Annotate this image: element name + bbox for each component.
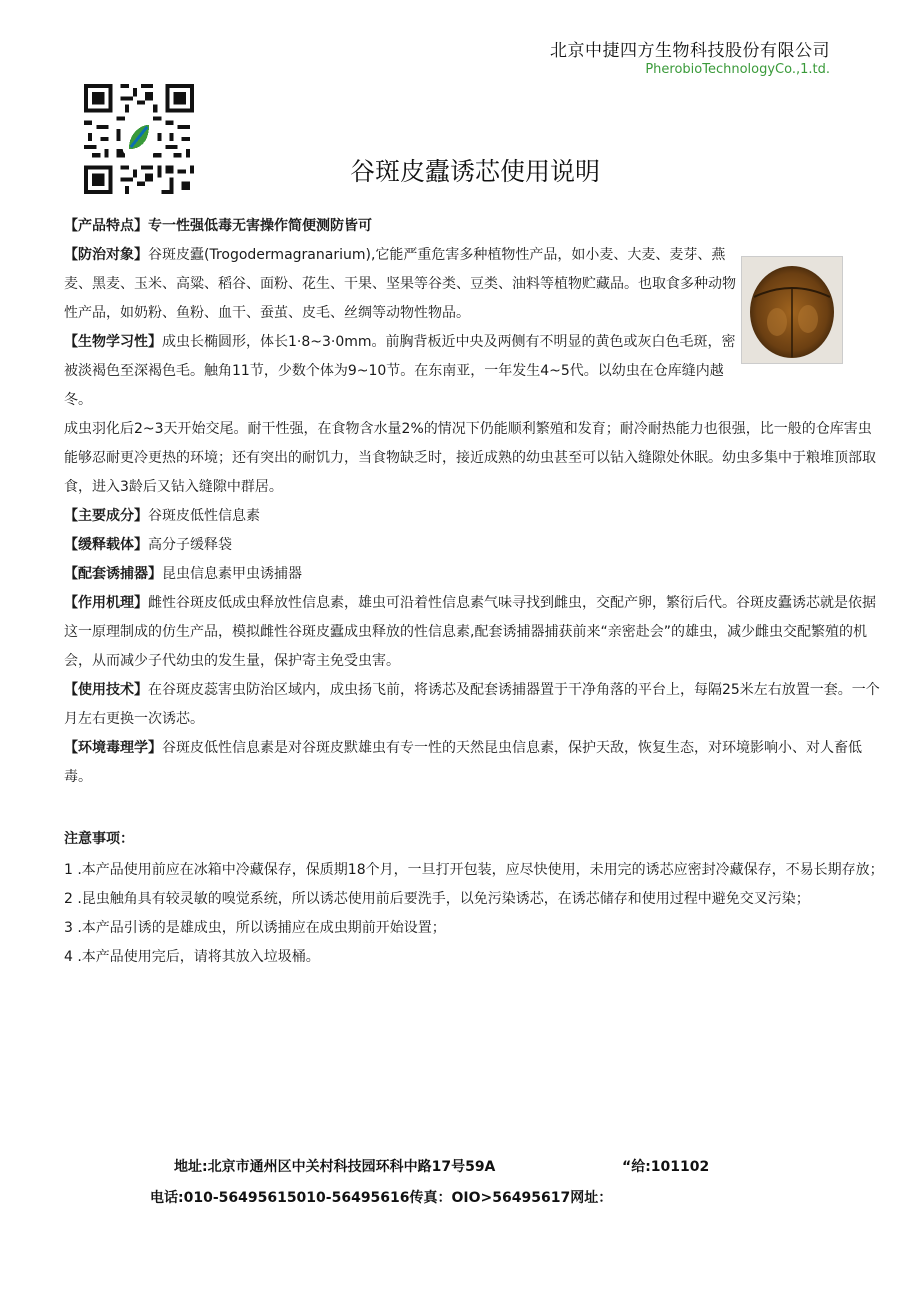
target-paragraph [64,241,736,328]
trap-text: 昆虫信息素甲虫诱捕器 [162,566,302,582]
mechanism-text: 雌性谷斑皮低成虫释放性信息素，雄虫可沿着性信息素气味寻找到雌虫，交配产卵，繁衍后代。谷斑皮蠹诱芯就是依据这一原理制成的仿生产品，模拟雌性谷斑皮蠹成虫释放的性信息素,配套诱捕器捕获前来“亲密赴会”的雄虫，减少雌虫交配繁殖的机会，从而减少子代幼虫的发生量，保护寄主免受虫害。 [64,595,876,669]
features-text: 专一性强低毒无害操作简便测防皆可 [148,218,372,234]
note-item-3: 3 .本产品引诱的是雄成虫，所以诱捕应在成虫期前开始设置； [64,920,446,936]
biology-label: 【生物学习性】 [64,334,162,350]
ingredient-label: 【主要成分】 [64,508,148,524]
mechanism-paragraph [64,589,884,676]
trap-label: 【配套诱捕器】 [64,566,162,582]
note-item-1: 1 .本产品使用前应在冰箱中冷藏保存，保质期18个月，一旦打开包装，应尽快使用，未用完的诱芯应密封冷藏保存，不易长期存放； [64,862,884,878]
carrier-paragraph [64,531,884,560]
usage-text: 在谷斑皮蕊害虫防治区域内，成虫扬飞前，将诱芯及配套诱捕器置于干净角落的平台上，每隔25米左右放置一套。一个月左右更换一次诱芯。 [64,682,880,727]
note-item-2: 2 .昆虫触角具有较灵敏的嗅觉系统，所以诱芯使用前后要洗手，以免污染诱芯，在诱芯储存和使用过程中避免交叉污染； [64,891,810,907]
footer-zip: “给:101102 [622,1159,710,1175]
carrier-label: 【缓释载体】 [64,537,148,553]
biology-paragraph [64,328,736,415]
ingredient-text: 谷斑皮低性信息素 [148,508,260,524]
target-text: 谷斑皮蠹(Trogodermagranarium),它能严重危害多种植物性产品，如小麦、大麦、麦芽、燕麦、黑麦、玉米、高粱、稻谷、面粉、花生、干果、坚果等谷类、豆类、油料等植物贮藏品。也取食多种动物性产品，如奶粉、鱼粉、血干、蚕茧、皮毛、丝绸等动物性物品。 [64,247,736,321]
carrier-text: 高分子缓释袋 [148,537,232,553]
notes-title: 注意事项： [64,831,134,847]
footer-contact: 电话:010-56495615010-56495616传真：OIO>56495617网址： [150,1190,613,1206]
target-label: 【防治对象】 [64,247,148,263]
note-item-4: 4 .本产品使用完后，请将其放入垃圾桶。 [64,949,320,965]
features-label: 【产品特点】 [64,218,148,234]
usage-paragraph [64,676,884,734]
toxicology-text: 谷斑皮低性信息素是对谷斑皮默雄虫有专一性的天然昆虫信息素，保护天敌，恢复生态，对环境影响小、对人畜低毒。 [64,740,862,785]
toxicology-paragraph [64,734,884,792]
company-name-en: PherobioTechnologyCo.,1.td. [645,62,830,77]
mechanism-label: 【作用机理】 [64,595,148,611]
usage-label: 【使用技术】 [64,682,148,698]
biology-text: 成虫长椭圆形，体长1·8~3·0mm。前胸背板近中央及两侧有不明显的黄色或灰白色毛斑，密被淡褐色至深褐色毛。触角11节，少数个体为9~10节。在东南亚，一年发生4~5代。以幼虫在仓库缝内越冬。 [64,334,736,408]
footer-address: 地址:北京市通州区中关村科技园环科中路17号59A [174,1159,496,1175]
ingredient-paragraph [64,502,884,531]
toxicology-label: 【环境毒理学】 [64,740,162,756]
trap-paragraph [64,560,884,589]
document-body [64,212,884,972]
company-name-cn: 北京中捷四方生物科技股份有限公司 [550,41,830,61]
page-title: 谷斑皮蠹诱芯使用说明 [349,157,600,186]
biology-continued: 成虫羽化后2~3天开始交尾。耐干性强，在食物含水量2%的情况下仍能顺利繁殖和发育；耐冷耐热能力也很强，比一般的仓库害虫能够忍耐更冷更热的环境；还有突出的耐饥力，当食物缺乏时，接近成熟的幼虫甚至可以钻入缝隙处休眠。幼虫多集中于粮堆顶部取食，进入3龄后又钻入缝隙中群居。 [64,421,876,495]
features-paragraph [64,212,884,241]
